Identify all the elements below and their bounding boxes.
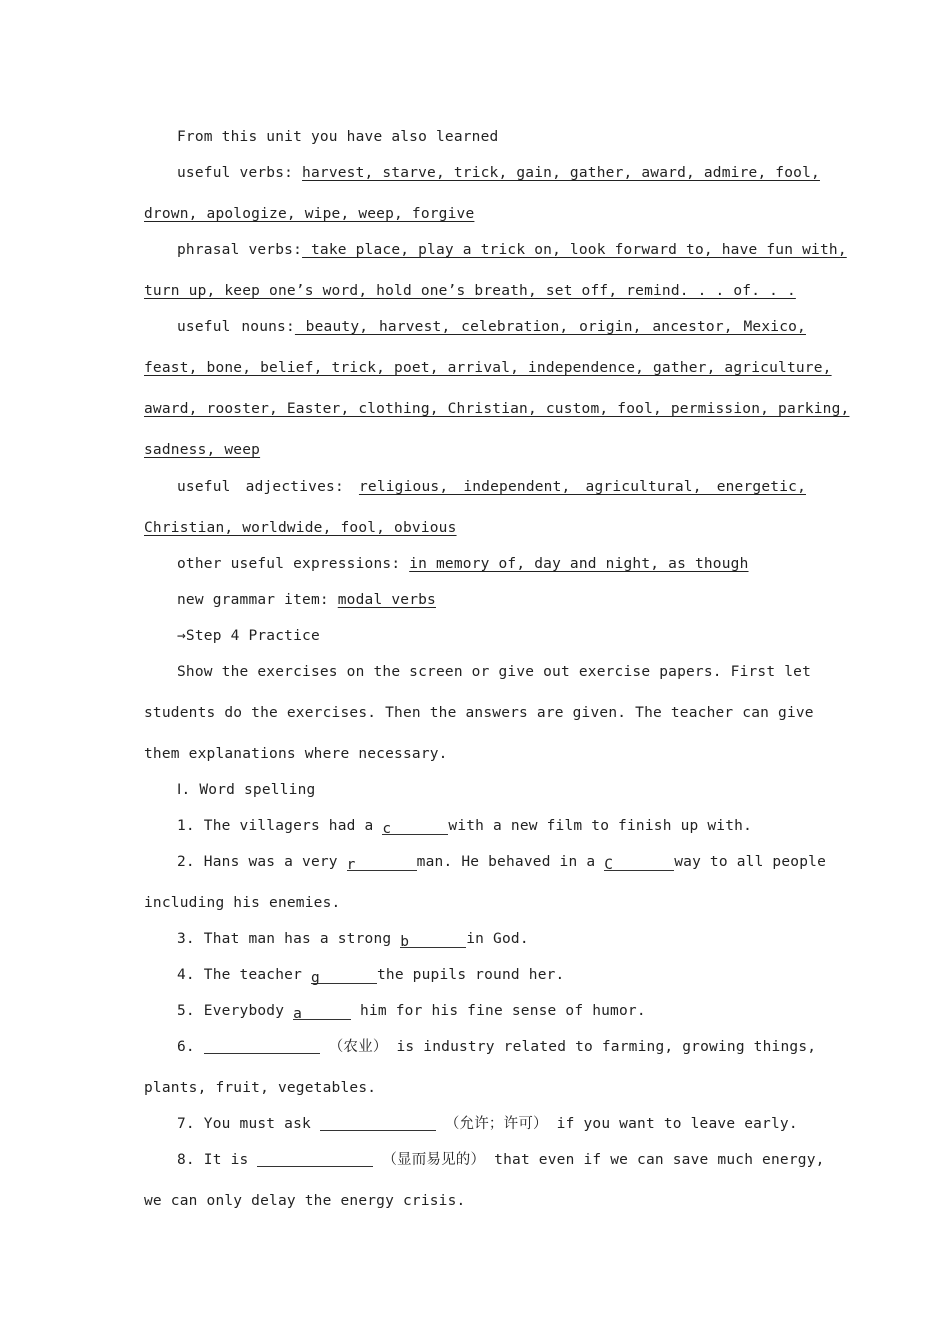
grammar-line: new grammar item: modal verbs xyxy=(177,592,436,608)
question-7: 7. You must ask （允许；许可） if you want to leave early. xyxy=(177,1116,798,1132)
adjectives-label: useful adjectives: xyxy=(177,479,359,495)
question-6-cont: plants, fruit, vegetables. xyxy=(144,1080,377,1096)
verbs-line-2: drown, apologize, wipe, weep, forgive xyxy=(144,206,475,222)
nouns-list: beauty, harvest, celebration, origin, ancestor, Mexico, xyxy=(294,319,806,335)
grammar-item: modal verbs xyxy=(337,592,436,608)
question-8-cont: we can only delay the energy crisis. xyxy=(144,1193,466,1209)
intro-text: From this unit you have also learned xyxy=(177,129,499,145)
answer-blank[interactable]: C xyxy=(604,855,674,871)
answer-blank[interactable]: a xyxy=(293,1004,351,1020)
question-5: 5. Everybody a him for his fine sense of humor. xyxy=(177,1003,646,1022)
adjectives-line-2: Christian, worldwide, fool, obvious xyxy=(144,520,457,536)
question-1: 1. The villagers had a c with a new film to finish up with. xyxy=(177,818,753,837)
instructions-line-1: Show the exercises on the screen or give out exercise papers. First let xyxy=(177,664,812,680)
answer-blank[interactable]: g xyxy=(311,968,377,984)
phrasal-list: take place, play a trick on, look forward to, have fun with, xyxy=(302,242,847,258)
nouns-line-4: sadness, weep xyxy=(144,442,261,458)
adjectives-line-1 xyxy=(177,477,806,497)
question-2: 2. Hans was a very r man. He behaved in a C way to all people xyxy=(177,854,827,873)
answer-blank[interactable]: r xyxy=(347,855,417,871)
nouns-label: useful nouns: xyxy=(177,319,295,335)
nouns-line-3: award, rooster, Easter, clothing, Christian, custom, fool, permission, parking, xyxy=(144,401,850,417)
verbs-line-1 xyxy=(177,163,820,183)
phrasal-line-1 xyxy=(177,240,847,260)
section-heading: Ⅰ. Word spelling xyxy=(177,782,316,798)
answer-blank[interactable] xyxy=(257,1151,373,1167)
question-4: 4. The teacher g the pupils round her. xyxy=(177,967,565,986)
phrasal-line-2: turn up, keep one’s word, hold one’s breath, set off, remind. . . of. . . xyxy=(144,283,796,299)
answer-blank[interactable] xyxy=(320,1115,436,1131)
step-heading: →Step 4 Practice xyxy=(177,628,320,644)
verbs-label: useful verbs: xyxy=(177,165,303,181)
nouns-line-1 xyxy=(177,317,806,337)
answer-blank[interactable] xyxy=(204,1038,320,1054)
adjectives-list: religious, independent, agricultural, energetic, xyxy=(358,479,806,495)
expressions-line: other useful expressions: in memory of, day and night, as though xyxy=(177,556,749,572)
question-6: 6. （农业） is industry related to farming, growing things, xyxy=(177,1039,817,1055)
expressions-list: in memory of, day and night, as though xyxy=(409,556,749,572)
phrasal-label: phrasal verbs: xyxy=(177,242,303,258)
verbs-list: harvest, starve, trick, gain, gather, award, admire, fool, xyxy=(302,165,820,181)
question-2-cont: including his enemies. xyxy=(144,895,341,911)
question-8: 8. It is （显而易见的） that even if we can save much energy, xyxy=(177,1152,825,1168)
question-3: 3. That man has a strong b in God. xyxy=(177,931,529,950)
nouns-line-2: feast, bone, belief, trick, poet, arrival, independence, gather, agriculture, xyxy=(144,360,832,376)
answer-blank[interactable]: b xyxy=(400,932,466,948)
answer-blank[interactable]: c xyxy=(382,819,448,835)
instructions-line-2: students do the exercises. Then the answers are given. The teacher can give xyxy=(144,705,814,721)
instructions-line-3: them explanations where necessary. xyxy=(144,746,448,762)
